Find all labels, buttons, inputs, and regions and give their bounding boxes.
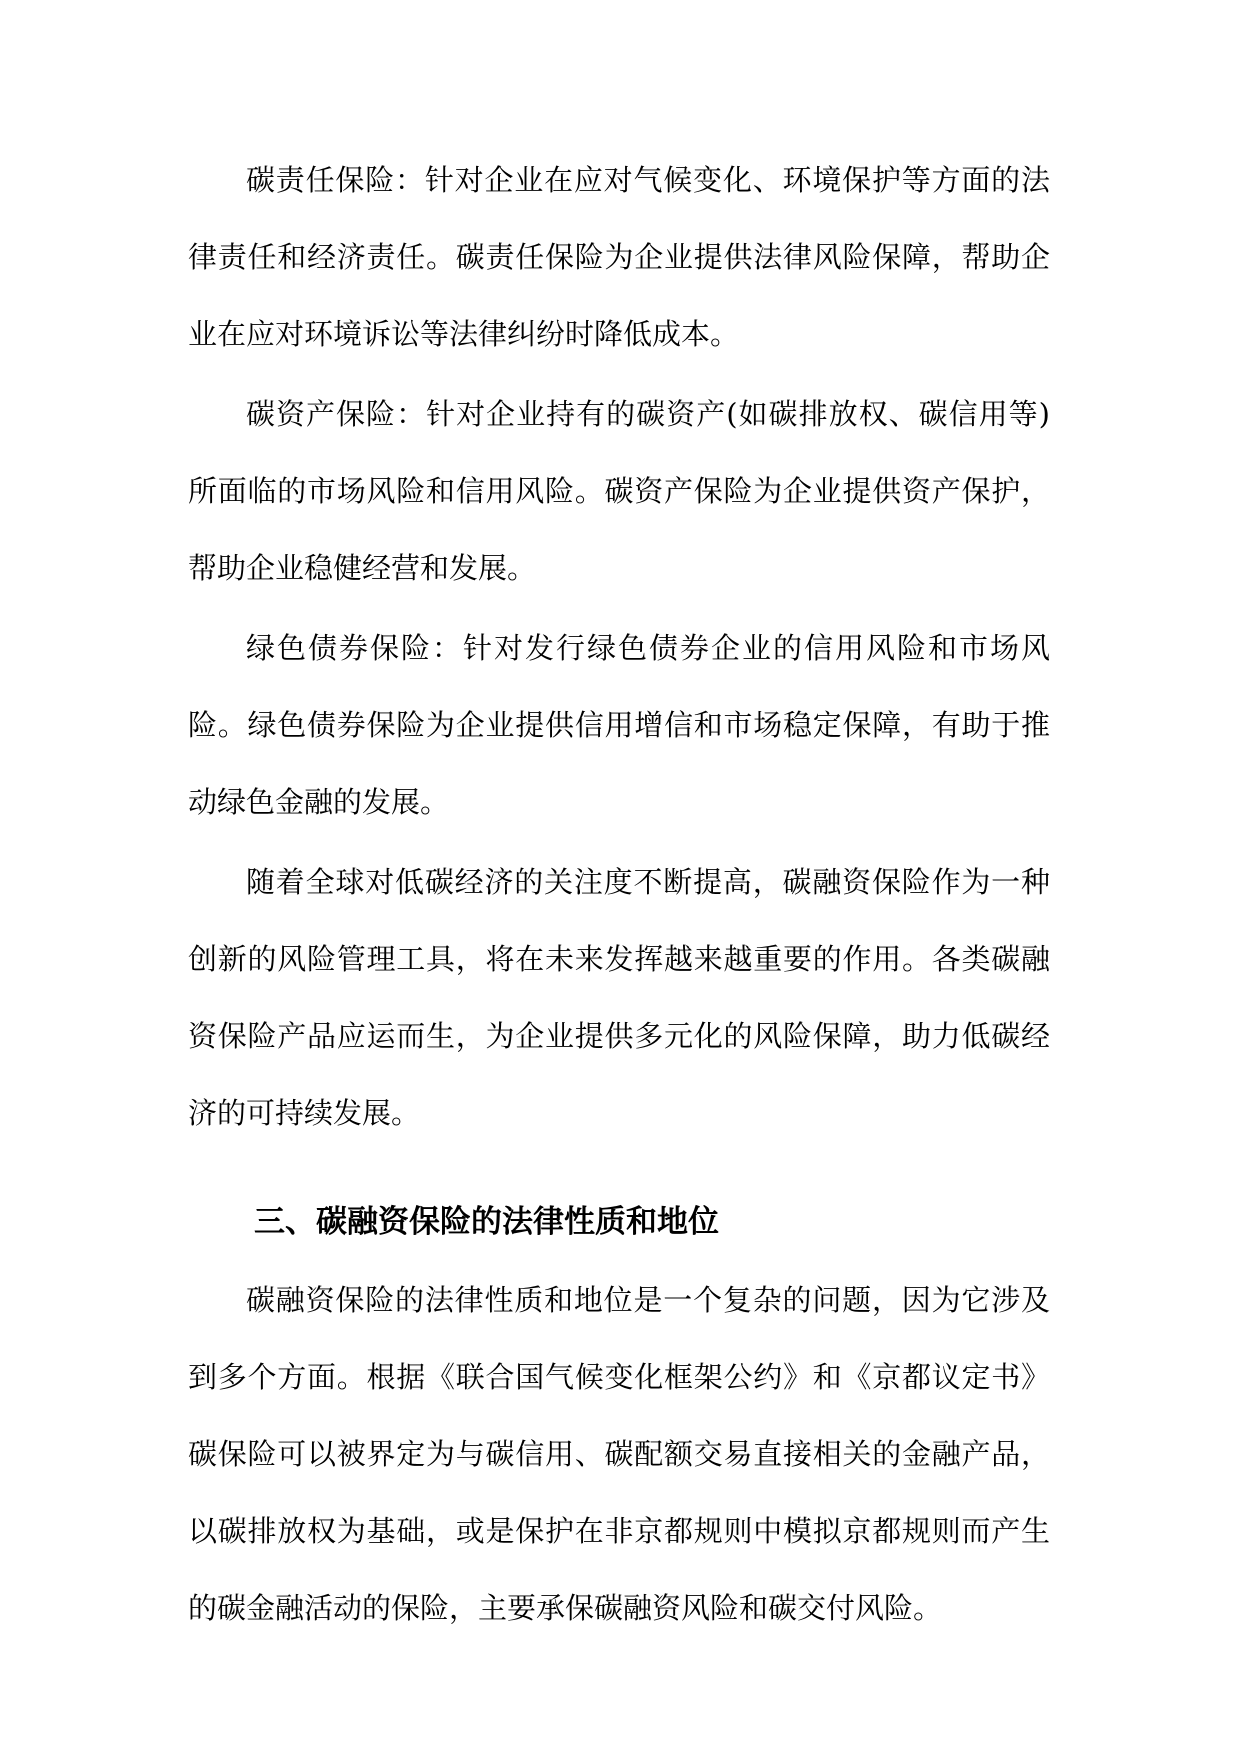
paragraph-legal-nature: 碳融资保险的法律性质和地位是一个复杂的问题，因为它涉及到多个方面。根据《联合国气候变化框架公约》和《京都议定书》碳保险可以被界定为与碳信用、碳配额交易直接相关的金融产品，以碳排放权为基础，或是保护在非京都规则中模拟京都规则而产生的碳金融活动的保险，主要承保碳融资风险和碳交付风险。 [188, 1283, 1050, 1625]
paragraph-carbon-asset-insurance: 碳资产保险：针对企业持有的碳资产(如碳排放权、碳信用等)所面临的市场风险和信用风险。碳资产保险为企业提供资产保护，帮助企业稳健经营和发展。 [188, 397, 1050, 585]
paragraph-outlook: 随着全球对低碳经济的关注度不断提高，碳融资保险作为一种创新的风险管理工具，将在未来发挥越来越重要的作用。各类碳融资保险产品应运而生，为企业提供多元化的风险保障，助力低碳经济的可持续发展。 [188, 865, 1050, 1130]
section-heading: 三、碳融资保险的法律性质和地位 [254, 1204, 719, 1240]
paragraph-green-bond-insurance: 绿色债券保险：针对发行绿色债券企业的信用风险和市场风险。绿色债券保险为企业提供信用增信和市场稳定保障，有助于推动绿色金融的发展。 [188, 631, 1050, 819]
document-body [188, 142, 1050, 1650]
paragraph-carbon-liability-insurance: 碳责任保险：针对企业在应对气候变化、环境保护等方面的法律责任和经济责任。碳责任保险为企业提供法律风险保障，帮助企业在应对环境诉讼等法律纠纷时降低成本。 [188, 163, 1050, 351]
